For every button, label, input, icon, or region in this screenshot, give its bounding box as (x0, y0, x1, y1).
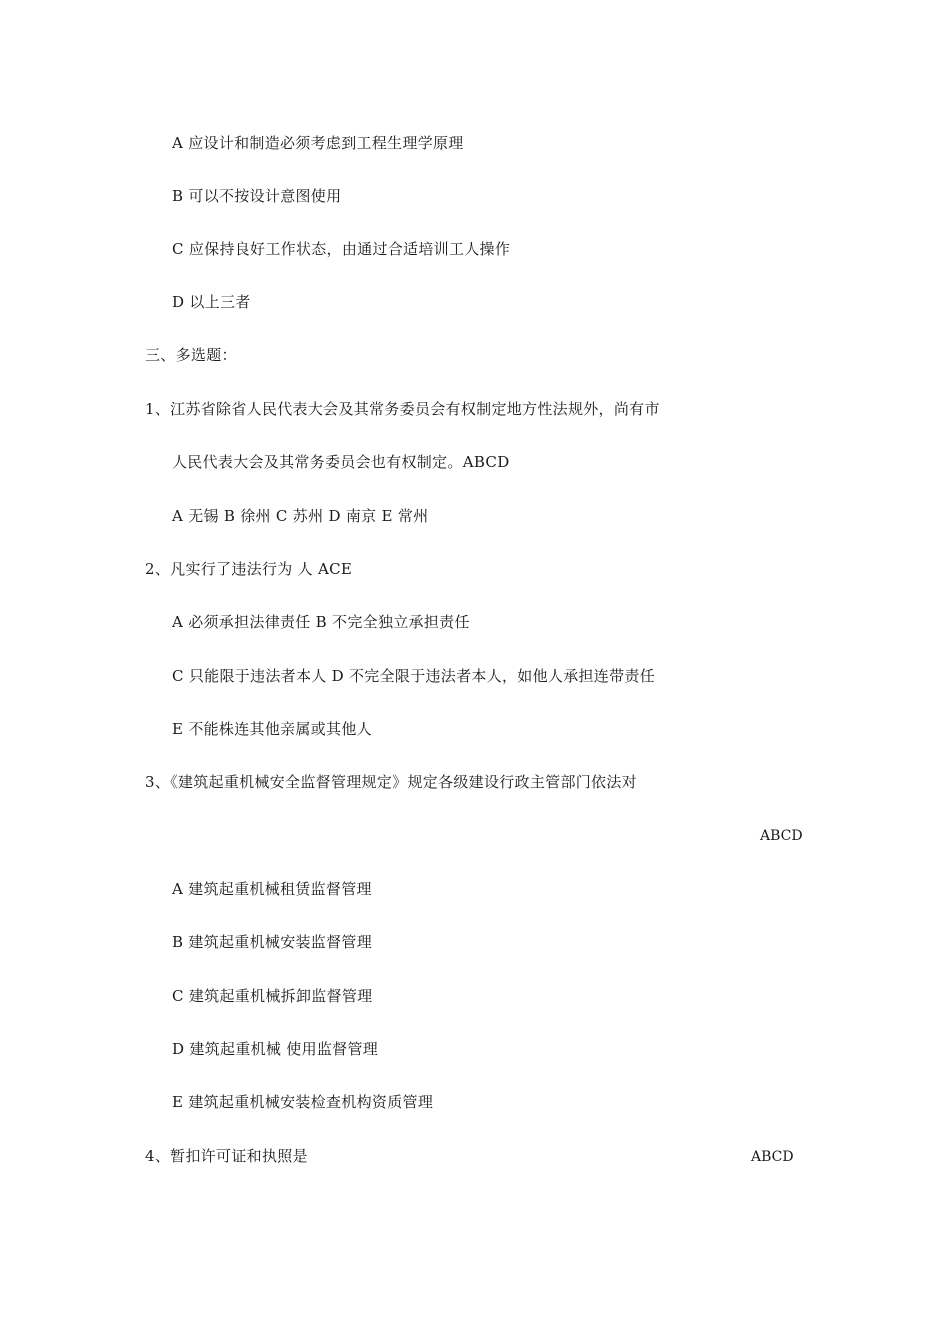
question-3-option-e: E 建筑起重机械安装检查机构资质管理 (172, 1093, 434, 1111)
question-1-stem-continued: 人民代表大会及其常务委员会也有权制定。ABCD (172, 453, 510, 471)
option-d: D 以上三者 (172, 293, 251, 311)
question-2-option-cd: C 只能限于违法者本人 D 不完全限于违法者本人，如他人承担连带责任 (172, 667, 656, 685)
question-4-answer: ABCD (751, 1149, 794, 1165)
question-3-option-d: D 建筑起重机械 使用监督管理 (172, 1040, 379, 1058)
question-2-stem: 2、凡实行了违法行为 人 ACE (145, 560, 353, 578)
section-title: 三、多选题： (145, 346, 237, 364)
option-b: B 可以不按设计意图使用 (172, 187, 342, 205)
option-a: A 应设计和制造必须考虑到工程生理学原理 (172, 134, 464, 152)
question-3-option-b: B 建筑起重机械安装监督管理 (172, 933, 372, 951)
question-3-option-a: A 建筑起重机械租赁监督管理 (172, 880, 372, 898)
question-3-answer: ABCD (760, 828, 803, 844)
question-3-stem: 3、《建筑起重机械安全监督管理规定》规定各级建设行政主管部门依法对 (145, 773, 637, 791)
question-3-option-c: C 建筑起重机械拆卸监督管理 (172, 987, 373, 1005)
question-2-option-ab: A 必须承担法律责任 B 不完全独立承担责任 (172, 613, 470, 631)
question-4-stem: 4、暂扣许可证和执照是 (145, 1147, 308, 1165)
question-2-option-e: E 不能株连其他亲属或其他人 (172, 720, 372, 738)
question-1-options: A 无锡 B 徐州 C 苏州 D 南京 E 常州 (172, 507, 429, 525)
question-1-stem: 1、江苏省除省人民代表大会及其常务委员会有权制定地方性法规外，尚有市 (145, 400, 660, 418)
option-c: C 应保持良好工作状态，由通过合适培训工人操作 (172, 240, 511, 258)
